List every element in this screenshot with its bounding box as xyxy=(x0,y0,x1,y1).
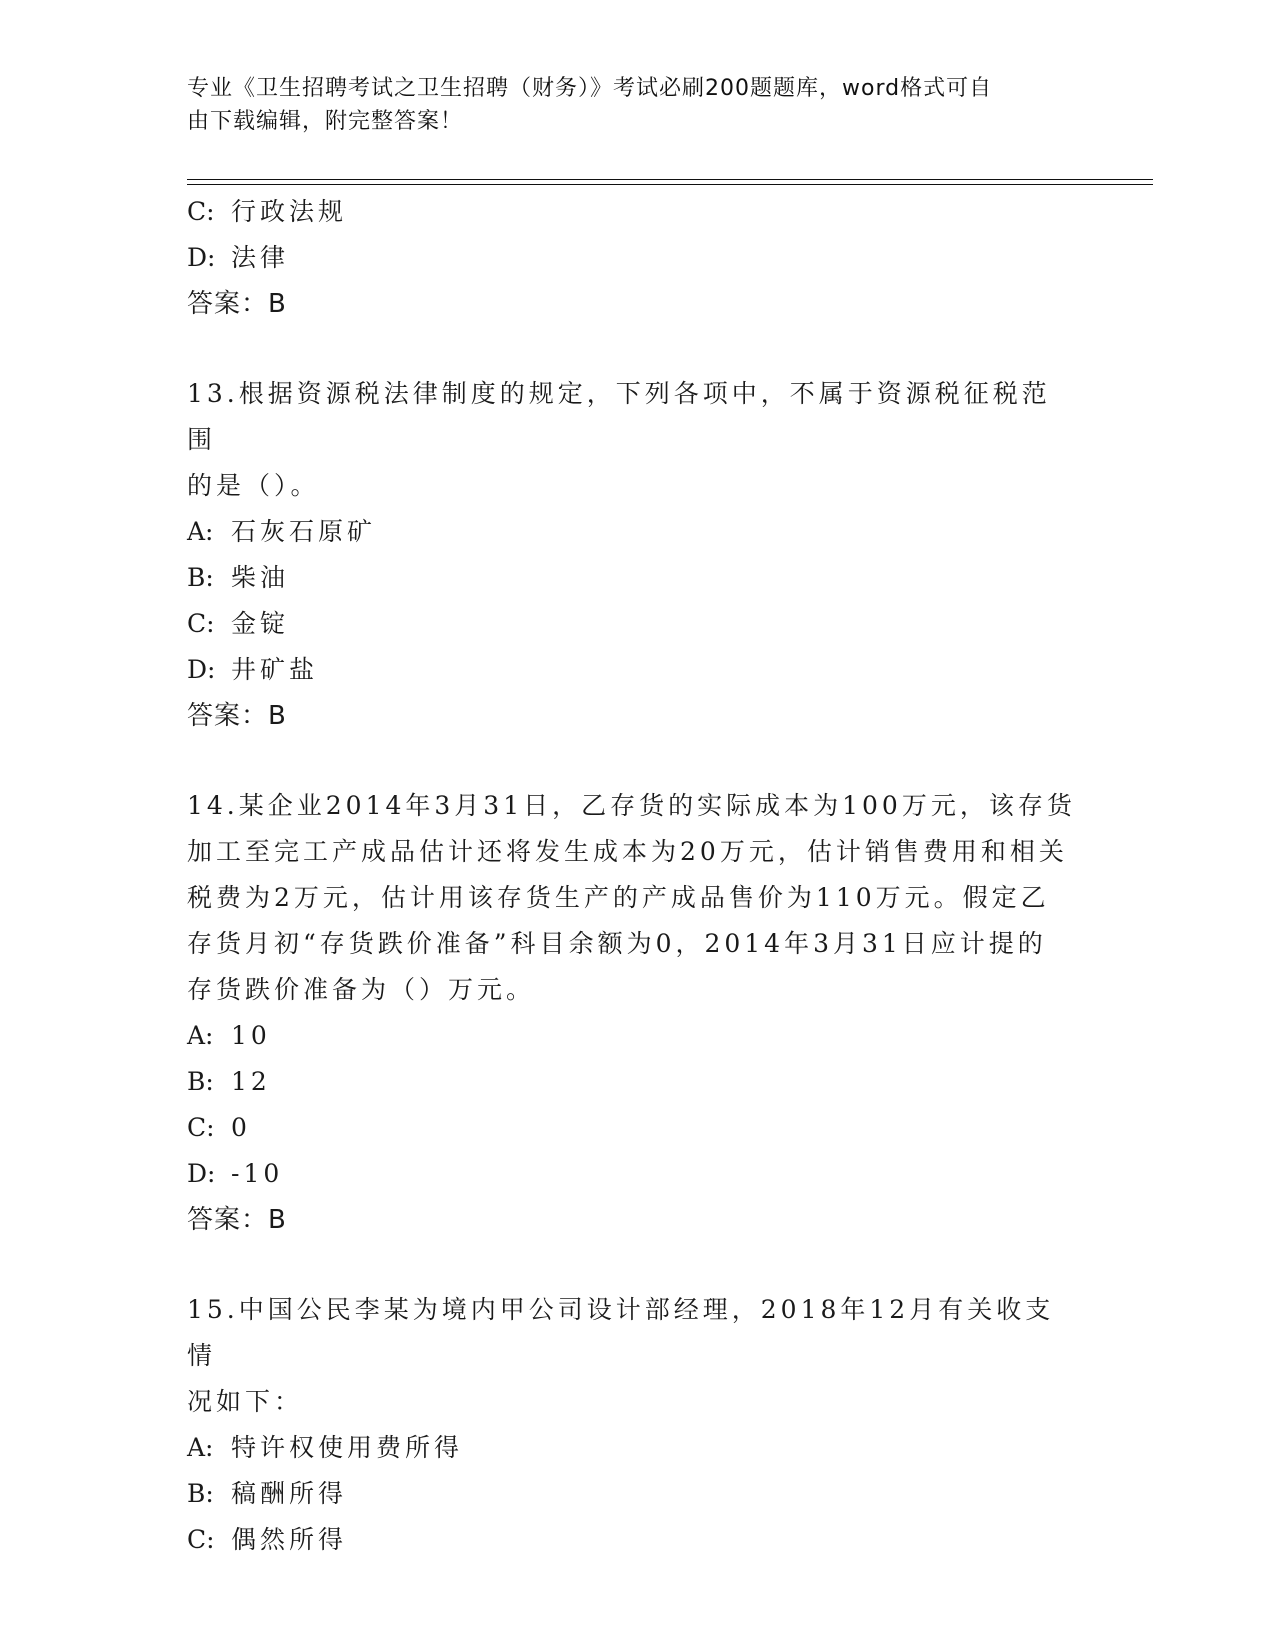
option-text: 金锭 xyxy=(231,609,290,638)
header-line-2: 由下载编辑，附完整答案！ xyxy=(187,109,464,134)
question-text-line: 税费为2万元，估计用该存货生产的产成品售价为110万元。假定乙 xyxy=(187,883,1050,912)
option-c xyxy=(187,1105,1077,1151)
option-key: D: xyxy=(187,243,216,272)
option-text: 12 xyxy=(231,1067,271,1096)
option-text: 行政法规 xyxy=(231,197,348,226)
question-text-line: 15.中国公民李某为境内甲公司设计部经理，2018年12月有关收支情 xyxy=(187,1295,1055,1370)
option-key: A: xyxy=(187,517,214,546)
question-text-line: 13.根据资源税法律制度的规定，下列各项中，不属于资源税征税范围 xyxy=(187,379,1051,454)
question-15 xyxy=(187,1287,1077,1563)
question-text-line: 的是（）。 xyxy=(187,471,320,500)
option-c xyxy=(187,1517,1077,1563)
option-text: 法律 xyxy=(231,243,290,272)
option-key: B: xyxy=(187,1479,214,1508)
option-a xyxy=(187,509,1077,555)
option-key: D: xyxy=(187,1159,216,1188)
option-c xyxy=(187,189,1077,235)
option-key: D: xyxy=(187,655,216,684)
option-text: 特许权使用费所得 xyxy=(231,1433,464,1462)
option-b xyxy=(187,1059,1077,1105)
option-d xyxy=(187,235,1077,281)
option-key: B: xyxy=(187,563,214,592)
option-text: -10 xyxy=(231,1159,284,1188)
option-b xyxy=(187,555,1077,601)
answer-line: 答案：B xyxy=(187,289,287,319)
option-d xyxy=(187,1151,1077,1197)
option-key: C: xyxy=(187,1113,215,1142)
option-text: 石灰石原矿 xyxy=(231,517,377,546)
question-text-line: 存货跌价准备为（）万元。 xyxy=(187,975,536,1004)
answer-line: 答案：B xyxy=(187,1205,287,1235)
document-body xyxy=(187,189,1077,1563)
option-text: 偶然所得 xyxy=(231,1525,348,1554)
question-12-continued xyxy=(187,189,1077,327)
option-text: 0 xyxy=(231,1113,251,1142)
header-rule-bottom xyxy=(187,184,1153,185)
option-d xyxy=(187,647,1077,693)
option-b xyxy=(187,1471,1077,1517)
question-text-line: 况如下： xyxy=(187,1387,304,1416)
option-key: C: xyxy=(187,1525,215,1554)
question-13 xyxy=(187,371,1077,739)
option-text: 10 xyxy=(231,1021,271,1050)
option-key: A: xyxy=(187,1021,214,1050)
option-text: 稿酬所得 xyxy=(231,1479,348,1508)
header-line-1: 专业《卫生招聘考试之卫生招聘（财务）》考试必刷200题题库，word格式可自 xyxy=(187,76,993,101)
question-text-line: 存货月初“存货跌价准备”科目余额为0，2014年3月31日应计提的 xyxy=(187,929,1047,958)
option-key: C: xyxy=(187,197,215,226)
option-key: A: xyxy=(187,1433,214,1462)
option-key: B: xyxy=(187,1067,214,1096)
option-a xyxy=(187,1013,1077,1059)
answer-line: 答案：B xyxy=(187,701,287,731)
question-text-line: 加工至完工产成品估计还将发生成本为20万元，估计销售费用和相关 xyxy=(187,837,1068,866)
question-14 xyxy=(187,783,1077,1243)
option-text: 柴油 xyxy=(231,563,290,592)
document-header xyxy=(187,72,1067,138)
option-a xyxy=(187,1425,1077,1471)
question-text-line: 14.某企业2014年3月31日，乙存货的实际成本为100万元，该存货 xyxy=(187,791,1076,820)
header-rule-top xyxy=(187,179,1153,180)
option-key: C: xyxy=(187,609,215,638)
option-text: 井矿盐 xyxy=(231,655,319,684)
option-c xyxy=(187,601,1077,647)
